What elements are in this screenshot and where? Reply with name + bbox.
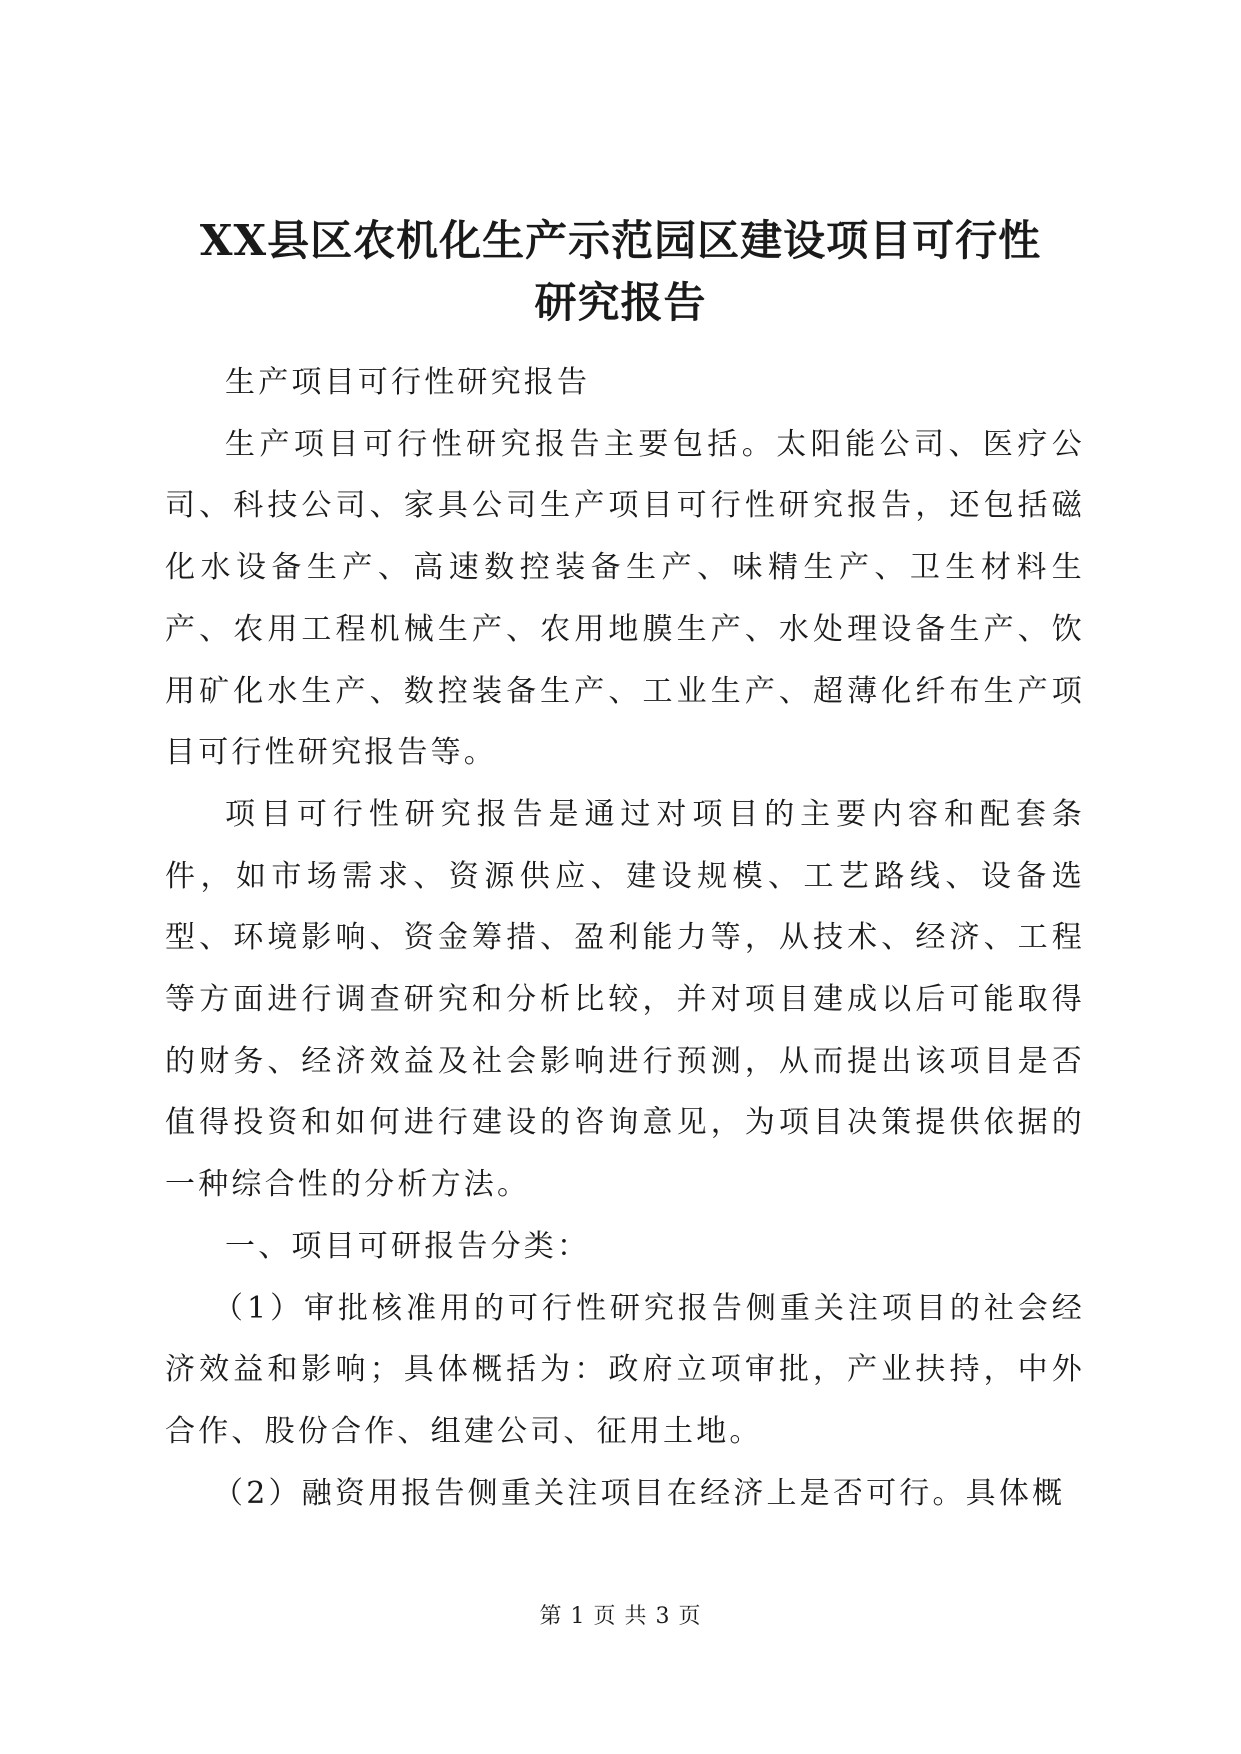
title-line-2: 研究报告 <box>534 278 707 327</box>
paragraph-item-1: （1）审批核准用的可行性研究报告侧重关注项目的社会经济效益和影响；具体概括为：政府立项审批，产业扶持，中外合作、股份合作、组建公司、征用土地。 <box>165 1290 1085 1449</box>
title-line-1: XX县区农机化生产示范园区建设项目可行性 <box>199 216 1042 265</box>
section-heading: 一、项目可研报告分类： <box>225 1228 591 1264</box>
paragraph-subtitle: 生产项目可行性研究报告 <box>225 365 591 400</box>
document-body <box>165 352 1085 1524</box>
paragraph-item-2: （2）融资用报告侧重关注项目在经济上是否可行。具体概 <box>213 1475 1066 1511</box>
paragraph-definition: 项目可行性研究报告是通过对项目的主要内容和配套条件，如市场需求、资源供应、建设规模、工艺路线、设备选型、环境影响、资金筹措、盈利能力等，从技术、经济、工程等方面进行调查研究和分析比较，并对项目建成以后可能取得的财务、经济效益及社会影响进行预测，从而提出该项目是否值得投资和如何进行建设的咨询意见，为项目决策提供依据的一种综合性的分析方法。 <box>165 796 1085 1203</box>
page-footer: 第 1 页 共 3 页 <box>539 1604 702 1629</box>
document-title <box>160 210 1081 334</box>
paragraph-scope: 生产项目可行性研究报告主要包括。太阳能公司、医疗公司、科技公司、家具公司生产项目可行性研究报告，还包括磁化水设备生产、高速数控装备生产、味精生产、卫生材料生产、农用工程机械生产、农用地膜生产、水处理设备生产、饮用矿化水生产、数控装备生产、工业生产、超薄化纤布生产项目可行性研究报告等。 <box>165 426 1085 771</box>
